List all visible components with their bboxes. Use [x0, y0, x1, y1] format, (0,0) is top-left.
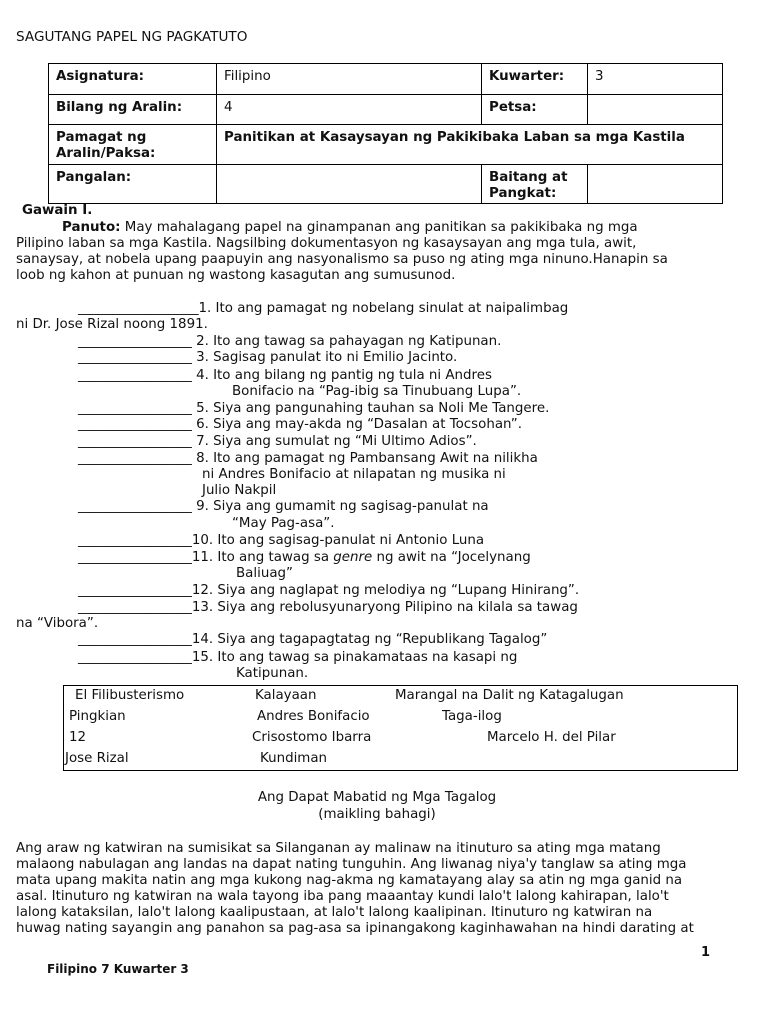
pamagat-value: Panitikan at Kasaysayan ng Pakikibaka Laban sa mga Kastila	[216, 124, 723, 165]
panuto-line-2: Pilipino laban sa mga Kastila. Nagsilbing dokumentasyon ng kasaysayan ang mga tula, awit,	[16, 236, 637, 251]
kuwarter-label: Kuwarter:	[481, 63, 588, 95]
panuto-label: Panuto:	[62, 220, 121, 235]
question-1-cont: ni Dr. Jose Rizal noong 1891.	[16, 317, 208, 332]
choice-pingkian: Pingkian	[69, 709, 126, 724]
bilang-label: Bilang ng Aralin:	[48, 94, 217, 125]
choice-kalayaan: Kalayaan	[255, 688, 317, 703]
reading-line-1: Ang araw ng katwiran na sumisikat sa Silanganan ay malinaw na itinuturo sa ating mga matang	[16, 841, 661, 856]
choice-taga-ilog: Taga-ilog	[442, 709, 502, 724]
asignatura-value: Filipino	[216, 63, 482, 95]
reading-line-6: huwag nating sayangin ang panahon sa pag-asa sa ipinangakong kaginhawahan na hindi darating at	[16, 921, 694, 936]
reading-subtitle: (maikling bahagi)	[318, 807, 436, 822]
baitang-value[interactable]	[587, 164, 723, 204]
bilang-value: 4	[216, 94, 482, 125]
question-12: _________________12. Siya ang naglapat ng melodiya ng “Lupang Hinirang”.	[78, 583, 580, 598]
baitang-label-line-1: Baitang at	[489, 170, 568, 185]
reading-line-3: mata upang makita natin ang mga kukong nag-akma ng kamatayang alay sa atin ng mga ganid na	[16, 873, 683, 888]
question-4-cont: Bonifacio na “Pag-ibig sa Tinubuang Lupa”.	[232, 384, 522, 399]
pangalan-value[interactable]	[216, 164, 482, 204]
baitang-label-line-2: Pangkat:	[489, 186, 557, 201]
question-6: _________________ 6. Siya ang may-akda ng “Dasalan at Tocsohan”.	[78, 417, 522, 432]
question-11	[78, 550, 531, 566]
reading-line-4: asal. Itinuturo ng katwiran na wala tayong iba pang maaantay kundi lalo't lalong kahirapan, lalo't	[16, 889, 669, 904]
question-5: _________________ 5. Siya ang pangunahing tauhan sa Noli Me Tangere.	[78, 401, 550, 416]
pamagat-label	[48, 124, 217, 165]
question-9-cont: “May Pag-asa”.	[232, 516, 335, 531]
choice-crisostomo-ibarra: Crisostomo Ibarra	[252, 730, 372, 745]
panuto-line-3: sanaysay, at nobela upang paapuyin ang nasyonalismo sa puso ng ating mga ninuno.Hanapin sa	[16, 252, 668, 267]
question-14: _________________14. Siya ang tagapagtatag ng “Republikang Tagalog”	[78, 632, 548, 647]
lesson-info-table	[48, 63, 723, 204]
choice-marcelo-del-pilar: Marcelo H. del Pilar	[487, 730, 616, 745]
asignatura-label: Asignatura:	[48, 63, 217, 95]
question-10: _________________10. Ito ang sagisag-panulat ni Antonio Luna	[78, 533, 485, 548]
choice-12: 12	[69, 730, 87, 745]
question-15-cont: Katipunan.	[236, 666, 309, 681]
question-7: _________________ 7. Siya ang sumulat ng “Mi Ultimo Adios”.	[78, 434, 477, 449]
reading-line-5: lalong kataksilan, lalo't lalong kaalipustaan, at lalo't lalong kaalipinan. Itinuturo ng katwiran na	[16, 905, 653, 920]
kuwarter-value: 3	[587, 63, 723, 95]
choice-jose-rizal: Jose Rizal	[65, 751, 129, 766]
question-13-cont: na “Vibora”.	[16, 616, 99, 631]
choice-marangal-na-dalit: Marangal na Dalit ng Katagalugan	[395, 688, 624, 703]
footer-label: Filipino 7 Kuwarter 3	[47, 962, 189, 976]
question-8-cont-2: Julio Nakpil	[202, 483, 277, 498]
question-4: _________________ 4. Ito ang bilang ng pantig ng tula ni Andres	[78, 368, 492, 383]
document-header: SAGUTANG PAPEL NG PAGKATUTO	[16, 29, 248, 45]
pamagat-label-line-2: Aralin/Paksa:	[56, 146, 156, 161]
choice-kundiman: Kundiman	[260, 751, 328, 766]
question-11-genre: genre	[333, 550, 373, 565]
question-11-pre: _________________11. Ito ang tawag sa	[78, 550, 334, 565]
question-11-cont: Baliuag”	[236, 566, 293, 581]
gawain-title: Gawain I.	[22, 203, 93, 218]
page-number: 1	[701, 945, 711, 960]
question-13: _________________13. Siya ang rebolusyunaryong Pilipino na kilala sa tawag	[78, 600, 578, 615]
pangalan-label: Pangalan:	[48, 164, 217, 204]
question-9: _________________ 9. Siya ang gumamit ng sagisag-panulat na	[78, 499, 489, 514]
question-3: _________________ 3. Sagisag panulat ito ni Emilio Jacinto.	[78, 350, 458, 365]
question-8: _________________ 8. Ito ang pamagat ng Pambansang Awit na nilikha	[78, 451, 538, 466]
panuto-text-1: May mahalagang papel na ginampanan ang panitikan sa pakikibaka ng mga	[120, 220, 638, 235]
question-1: __________________1. Ito ang pamagat ng nobelang sinulat at naipalimbag	[78, 301, 569, 316]
baitang-label	[481, 164, 588, 204]
pamagat-label-line-1: Pamagat ng	[56, 130, 147, 145]
question-8-cont-1: ni Andres Bonifacio at nilapatan ng musika ni	[202, 467, 506, 482]
petsa-label: Petsa:	[481, 94, 588, 125]
reading-line-2: malaong nabulagan ang landas na dapat nating tunguhin. Ang liwanag niya'y tanglaw sa ating mga	[16, 857, 687, 872]
question-15: _________________15. Ito ang tawag sa pinakamataas na kasapi ng	[78, 650, 518, 665]
petsa-value[interactable]	[587, 94, 723, 125]
reading-title: Ang Dapat Mabatid ng Mga Tagalog	[257, 790, 497, 805]
choice-andres-bonifacio: Andres Bonifacio	[257, 709, 370, 724]
choice-el-filibusterismo: El Filibusterismo	[75, 688, 185, 703]
panuto-line-1	[62, 220, 638, 235]
panuto-line-4: loob ng kahon at punuan ng wastong kasagutan ang sumusunod.	[16, 268, 456, 283]
question-2: _________________ 2. Ito ang tawag sa pahayagan ng Katipunan.	[78, 334, 502, 349]
question-11-post: ng awit na “Jocelynang	[372, 550, 531, 565]
